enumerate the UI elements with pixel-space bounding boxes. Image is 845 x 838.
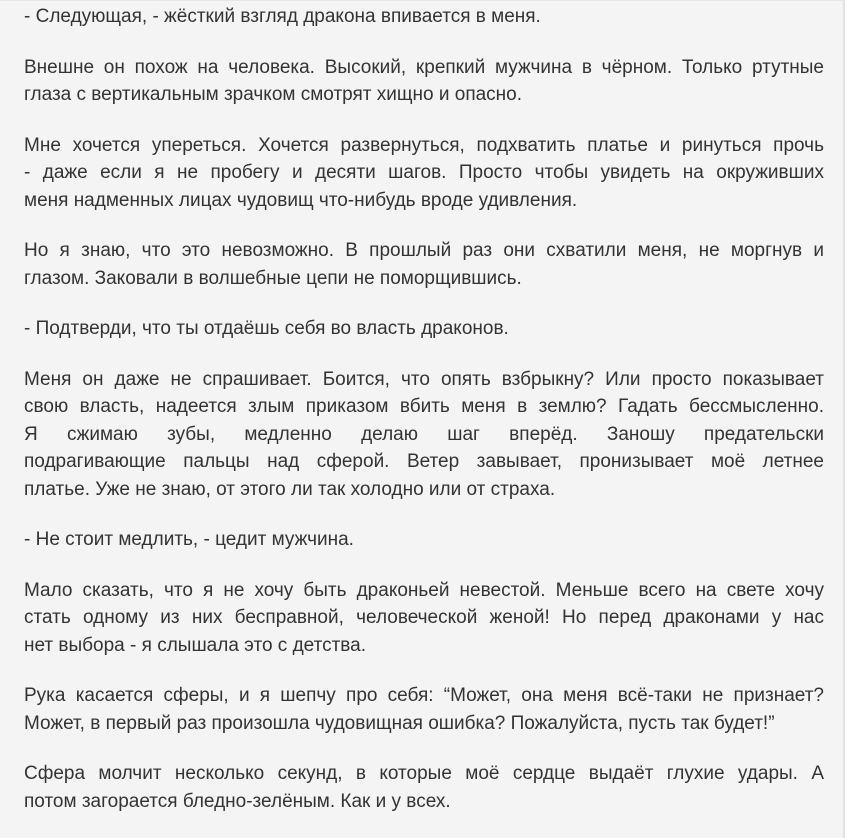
paragraph xyxy=(24,315,824,343)
text-line: Может, в первый раз произошла чудовищная ошибка? Пожалуйста, пусть так будет!” xyxy=(24,712,775,734)
paragraph xyxy=(24,54,824,109)
text-line: нет выбора - я слышала это с детства. xyxy=(24,634,367,656)
paragraph xyxy=(24,237,824,292)
text-line: Мало сказать, что я не хочу быть драконьей невестой. Меньше всего на свете хочу xyxy=(24,579,824,601)
story-text xyxy=(24,3,823,815)
text-line: глазом. Заковали в волшебные цепи не поморщившись. xyxy=(24,267,522,289)
text-line: - Следующая, - жёсткий взгляд дракона впивается в меня. xyxy=(24,6,541,27)
text-line: меня надменных лицах чудовищ что-нибудь вроде удивления. xyxy=(24,189,578,211)
text-line: - Не стоит медлить, - цедит мужчина. xyxy=(24,529,354,550)
text-line: платье. Уже не знаю, от этого ли так холодно или от страха. xyxy=(24,478,556,500)
text-line: подрагивающие пальцы над сферой. Ветер завывает, пронизывает моё летнее xyxy=(24,451,824,472)
paragraph xyxy=(24,682,824,737)
paragraph xyxy=(24,760,824,815)
text-line: Меня он даже не спрашивает. Боится, что опять взбрыкну? Или просто показывает xyxy=(24,368,824,390)
paragraph xyxy=(24,366,824,504)
text-line: Я сжимаю зубы, медленно делаю шаг вперёд. Заношу предательски xyxy=(24,423,824,445)
text-line: Мне хочется упереться. Хочется развернуться, подхватить платье и ринуться прочь xyxy=(24,134,824,156)
text-line: - даже если я не пробегу и десяти шагов. Просто чтобы увидеть на окруживших xyxy=(24,162,824,183)
text-line: стать одному из них бесправной, человеческой женой! Но перед драконами у нас xyxy=(24,607,824,628)
text-line: Сфера молчит несколько секунд, в которые моё сердце выдаёт глухие удары. А xyxy=(24,763,824,784)
text-line: - Подтверди, что ты отдаёшь себя во власть драконов. xyxy=(24,318,509,339)
text-line: Рука касается сферы, и я шепчу про себя: “Может, она меня всё-таки не признает? xyxy=(24,685,824,706)
paragraph xyxy=(24,577,824,660)
paragraph xyxy=(24,3,824,31)
text-line: свою власть, надеется злым приказом вбить меня в землю? Гадать бессмысленно. xyxy=(24,396,824,417)
text-line: Но я знаю, что это невозможно. В прошлый раз они схватили меня, не моргнув и xyxy=(24,240,824,261)
paragraph xyxy=(24,132,824,215)
text-line: глаза с вертикальным зрачком смотрят хищно и опасно. xyxy=(24,84,523,105)
paragraph xyxy=(24,526,824,554)
text-line: потом загорается бледно-зелёным. Как и у всех. xyxy=(24,790,451,812)
text-line: Внешне он похож на человека. Высокий, крепкий мужчина в чёрном. Только ртутные xyxy=(24,56,824,78)
